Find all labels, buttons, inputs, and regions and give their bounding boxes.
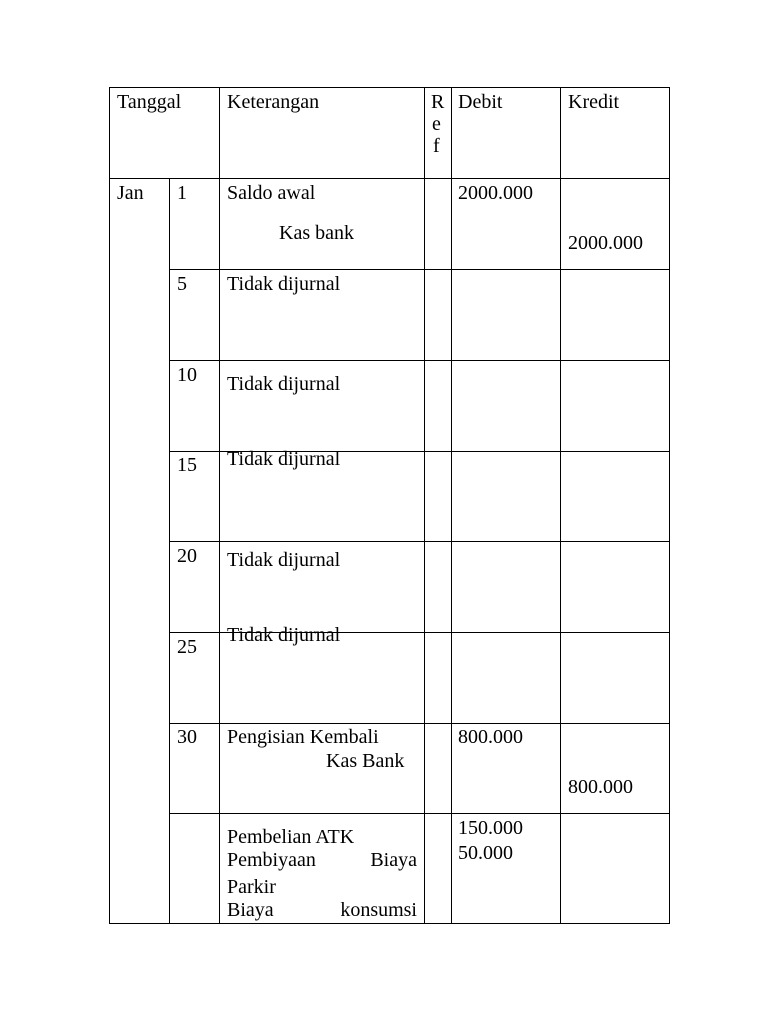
table-left-border [109,87,110,924]
table-top-border [109,87,669,88]
table-bottom-border [109,923,669,924]
debit-cell: 2000.000 [458,182,533,204]
row-divider [169,541,669,542]
description-cell: Saldo awal [227,182,316,204]
kredit-cell: 2000.000 [568,232,643,254]
day-cell: 5 [177,273,187,295]
debit-cell: 50.000 [458,842,513,864]
debit-kredit-divider [560,87,561,924]
description-cell: Tidak dijurnal [227,549,341,571]
month-label: Jan [117,182,144,204]
day-cell: 30 [177,726,197,748]
day-cell: 25 [177,636,197,658]
description-cell: Tidak dijurnal [227,624,341,646]
description-subline: Kas bank [279,222,354,244]
table-right-border [669,87,670,924]
description-word: Biaya [370,849,417,871]
description-word: konsumsi [340,899,417,921]
desc-ref-divider [424,87,425,924]
description-cell: Tidak dijurnal [227,448,341,470]
description-word: Pembiyaan [227,849,316,871]
description-line: Parkir [227,876,276,898]
date-desc-divider [219,87,220,924]
header-debit: Debit [458,91,503,113]
row-divider [169,813,669,814]
description-line: Pembelian ATK [227,826,355,848]
kredit-cell: 800.000 [568,776,633,798]
debit-cell: 800.000 [458,726,523,748]
day-cell: 20 [177,545,197,567]
ref-debit-divider [451,87,452,924]
month-day-divider [169,178,170,924]
description-word: Biaya [227,899,274,921]
day-cell: 15 [177,454,197,476]
description-line-justified [227,848,417,873]
description-cell: Tidak dijurnal [227,273,341,295]
row-divider [169,269,669,270]
header-ref-r: R [431,91,445,113]
header-ref-e: e [432,113,441,135]
header-ref-f: f [433,135,440,157]
header-keterangan: Keterangan [227,91,320,113]
description-line-justified [227,898,417,923]
row-divider [169,360,669,361]
day-cell: 1 [177,182,187,204]
debit-cell: 150.000 [458,817,523,839]
day-cell: 10 [177,364,197,386]
description-cell: Tidak dijurnal [227,373,341,395]
header-bottom-border [109,178,669,179]
description-cell: Pengisian Kembali [227,726,379,748]
header-kredit: Kredit [568,91,620,113]
description-subline: Kas Bank [326,750,405,772]
header-tanggal: Tanggal [117,91,182,113]
row-divider [169,723,669,724]
